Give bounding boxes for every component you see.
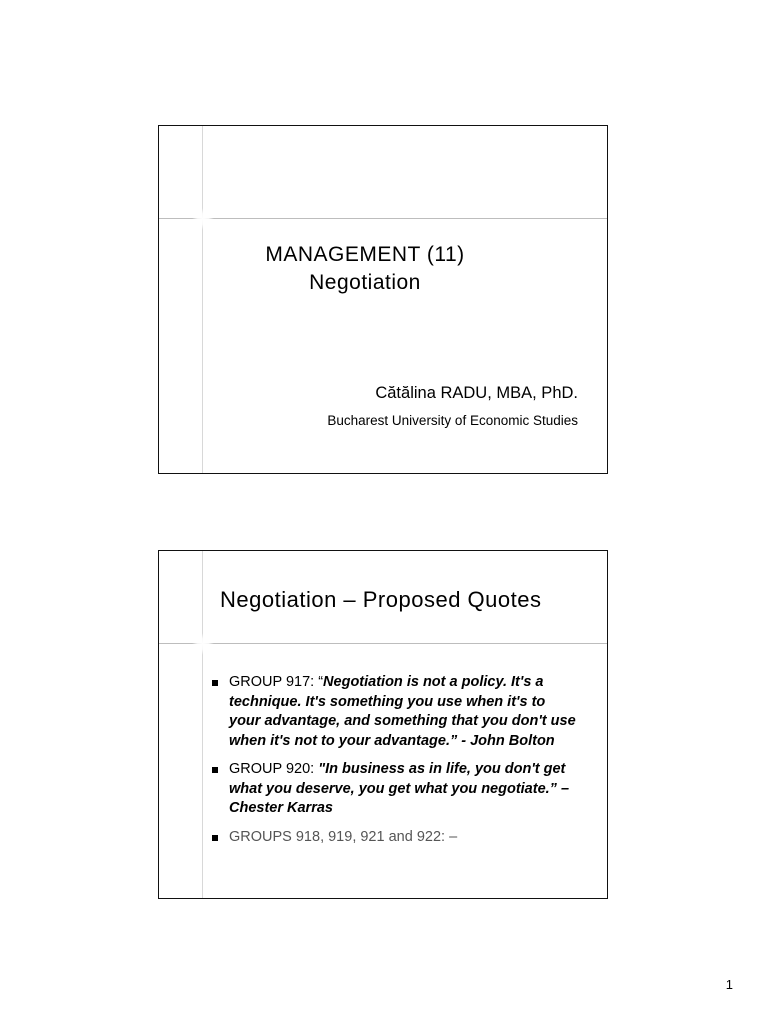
- frame-glow: [192, 633, 214, 655]
- square-bullet-icon: [212, 767, 218, 773]
- square-bullet-icon: [212, 835, 218, 841]
- author-name: Cătălina RADU, MBA, PhD.: [375, 384, 578, 402]
- page-number: 1: [725, 977, 733, 992]
- group-label: GROUP 920:: [229, 761, 319, 777]
- course-title: MANAGEMENT (11): [265, 243, 465, 266]
- quotes-slide: [158, 550, 608, 899]
- quote-text-line: when it's not to your advantage.” - John Bolton: [229, 732, 555, 749]
- slide-title: [141, 241, 589, 297]
- list-item: [211, 673, 581, 751]
- frame-glow: [192, 208, 214, 230]
- title-slide: [158, 125, 608, 474]
- frame-vertical-line: [202, 551, 203, 898]
- frame-horizontal-line: [159, 643, 607, 644]
- quote-list: [211, 673, 581, 856]
- list-item: [211, 828, 581, 848]
- quote-text-line: technique. It's something you use when it's to: [229, 693, 546, 710]
- university-name: Bucharest University of Economic Studies: [327, 413, 578, 428]
- quote-text-line: what you deserve, you get what you negotiate.” –: [229, 780, 570, 797]
- list-item: [211, 760, 581, 819]
- topic-title: Negotiation: [309, 271, 421, 294]
- group-label: GROUP 917:: [229, 674, 319, 690]
- group-label: GROUPS 918, 919, 921 and 922: –: [229, 828, 458, 845]
- frame-horizontal-line: [159, 218, 607, 219]
- frame-vertical-line: [202, 126, 203, 473]
- quote-text-line: Negotiation is not a policy. It's a: [323, 674, 544, 690]
- quote-text-line: Chester Karras: [229, 800, 333, 816]
- quote-text-line: your advantage, and something that you don't use: [229, 713, 576, 729]
- square-bullet-icon: [212, 680, 218, 686]
- slide-title: Negotiation – Proposed Quotes: [220, 587, 542, 612]
- quote-open-mark: “: [318, 674, 324, 690]
- quote-text-line: "In business as in life, you don't get: [318, 761, 566, 777]
